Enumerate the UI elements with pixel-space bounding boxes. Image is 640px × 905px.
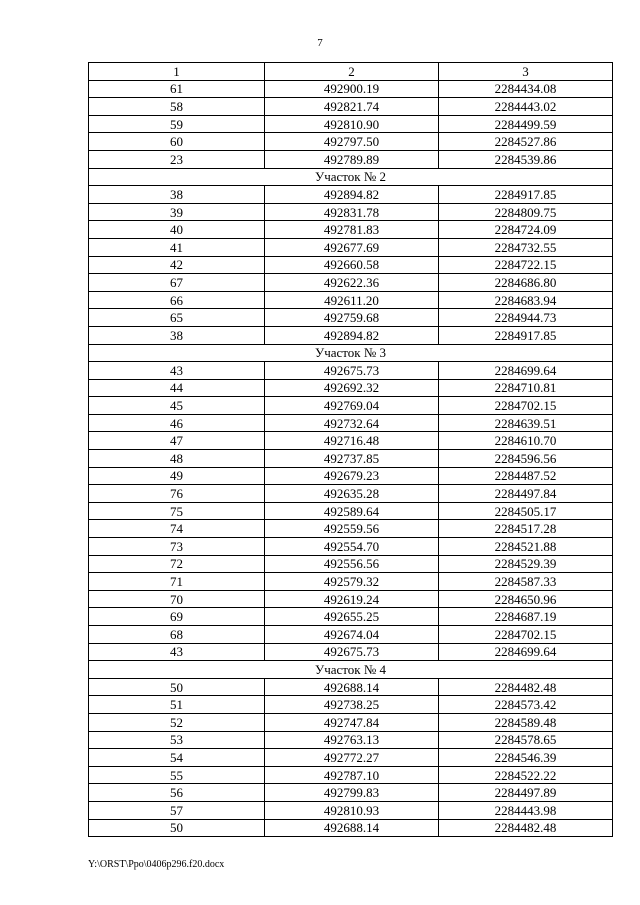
cell-point-number: 49 xyxy=(89,467,265,485)
cell-point-number: 53 xyxy=(89,731,265,749)
cell-point-number: 47 xyxy=(89,432,265,450)
table-row xyxy=(89,309,613,327)
cell-x-coordinate: 492894.82 xyxy=(265,186,439,204)
cell-x-coordinate: 492737.85 xyxy=(265,450,439,468)
cell-point-number: 43 xyxy=(89,643,265,661)
cell-y-coordinate: 2284482.48 xyxy=(439,819,613,837)
cell-point-number: 68 xyxy=(89,626,265,644)
table-row xyxy=(89,731,613,749)
cell-x-coordinate: 492619.24 xyxy=(265,590,439,608)
table-row xyxy=(89,467,613,485)
cell-point-number: 54 xyxy=(89,749,265,767)
table-row xyxy=(89,274,613,292)
table-row xyxy=(89,203,613,221)
cell-y-coordinate: 2284732.55 xyxy=(439,238,613,256)
table-row xyxy=(89,450,613,468)
footer-file-path: Y:\ORST\Ppo\0406p296.f20.docx xyxy=(88,859,225,870)
cell-y-coordinate: 2284699.64 xyxy=(439,362,613,380)
cell-x-coordinate: 492635.28 xyxy=(265,485,439,503)
cell-x-coordinate: 492589.64 xyxy=(265,502,439,520)
table-row xyxy=(89,379,613,397)
table-row xyxy=(89,485,613,503)
cell-y-coordinate: 2284702.15 xyxy=(439,626,613,644)
cell-y-coordinate: 2284487.52 xyxy=(439,467,613,485)
cell-x-coordinate: 492787.10 xyxy=(265,766,439,784)
cell-y-coordinate: 2284517.28 xyxy=(439,520,613,538)
cell-y-coordinate: 2284809.75 xyxy=(439,203,613,221)
table-row xyxy=(89,414,613,432)
table-row xyxy=(89,749,613,767)
header-cell-point-number: 1 xyxy=(89,63,265,81)
cell-point-number: 39 xyxy=(89,203,265,221)
cell-x-coordinate: 492622.36 xyxy=(265,274,439,292)
cell-point-number: 55 xyxy=(89,766,265,784)
cell-x-coordinate: 492732.64 xyxy=(265,414,439,432)
cell-point-number: 45 xyxy=(89,397,265,415)
table-row xyxy=(89,362,613,380)
cell-x-coordinate: 492688.14 xyxy=(265,678,439,696)
table-row xyxy=(89,801,613,819)
table-row xyxy=(89,696,613,714)
table-row xyxy=(89,784,613,802)
cell-x-coordinate: 492675.73 xyxy=(265,362,439,380)
cell-point-number: 40 xyxy=(89,221,265,239)
cell-x-coordinate: 492655.25 xyxy=(265,608,439,626)
cell-y-coordinate: 2284443.98 xyxy=(439,801,613,819)
cell-y-coordinate: 2284683.94 xyxy=(439,291,613,309)
cell-y-coordinate: 2284702.15 xyxy=(439,397,613,415)
cell-y-coordinate: 2284539.86 xyxy=(439,150,613,168)
table-row xyxy=(89,678,613,696)
table-row xyxy=(89,326,613,344)
cell-point-number: 41 xyxy=(89,238,265,256)
section-label: Участок № 2 xyxy=(89,168,613,186)
cell-x-coordinate: 492821.74 xyxy=(265,98,439,116)
cell-point-number: 69 xyxy=(89,608,265,626)
cell-point-number: 52 xyxy=(89,713,265,731)
cell-point-number: 70 xyxy=(89,590,265,608)
cell-y-coordinate: 2284499.59 xyxy=(439,115,613,133)
cell-y-coordinate: 2284650.96 xyxy=(439,590,613,608)
cell-x-coordinate: 492747.84 xyxy=(265,713,439,731)
cell-point-number: 38 xyxy=(89,326,265,344)
table-row xyxy=(89,643,613,661)
table-row xyxy=(89,291,613,309)
cell-y-coordinate: 2284521.88 xyxy=(439,538,613,556)
cell-y-coordinate: 2284443.02 xyxy=(439,98,613,116)
table-row xyxy=(89,502,613,520)
table-row xyxy=(89,590,613,608)
cell-x-coordinate: 492692.32 xyxy=(265,379,439,397)
cell-x-coordinate: 492810.90 xyxy=(265,115,439,133)
cell-y-coordinate: 2284944.73 xyxy=(439,309,613,327)
cell-y-coordinate: 2284529.39 xyxy=(439,555,613,573)
section-header-row xyxy=(89,168,613,186)
cell-x-coordinate: 492799.83 xyxy=(265,784,439,802)
cell-point-number: 72 xyxy=(89,555,265,573)
cell-y-coordinate: 2284639.51 xyxy=(439,414,613,432)
cell-x-coordinate: 492688.14 xyxy=(265,819,439,837)
cell-point-number: 67 xyxy=(89,274,265,292)
cell-point-number: 58 xyxy=(89,98,265,116)
cell-y-coordinate: 2284573.42 xyxy=(439,696,613,714)
cell-x-coordinate: 492772.27 xyxy=(265,749,439,767)
cell-point-number: 23 xyxy=(89,150,265,168)
section-header-row xyxy=(89,661,613,679)
cell-x-coordinate: 492679.23 xyxy=(265,467,439,485)
table-row xyxy=(89,713,613,731)
cell-y-coordinate: 2284589.48 xyxy=(439,713,613,731)
cell-x-coordinate: 492674.04 xyxy=(265,626,439,644)
cell-point-number: 59 xyxy=(89,115,265,133)
coordinates-table-body xyxy=(89,63,613,837)
table-row xyxy=(89,238,613,256)
cell-point-number: 48 xyxy=(89,450,265,468)
cell-x-coordinate: 492789.89 xyxy=(265,150,439,168)
cell-point-number: 60 xyxy=(89,133,265,151)
cell-point-number: 76 xyxy=(89,485,265,503)
cell-y-coordinate: 2284724.09 xyxy=(439,221,613,239)
cell-y-coordinate: 2284522.22 xyxy=(439,766,613,784)
cell-x-coordinate: 492769.04 xyxy=(265,397,439,415)
cell-x-coordinate: 492797.50 xyxy=(265,133,439,151)
cell-point-number: 57 xyxy=(89,801,265,819)
cell-x-coordinate: 492556.56 xyxy=(265,555,439,573)
cell-point-number: 75 xyxy=(89,502,265,520)
cell-y-coordinate: 2284434.08 xyxy=(439,80,613,98)
table-row xyxy=(89,626,613,644)
table-row xyxy=(89,133,613,151)
cell-point-number: 61 xyxy=(89,80,265,98)
cell-point-number: 74 xyxy=(89,520,265,538)
section-label: Участок № 3 xyxy=(89,344,613,362)
table-row xyxy=(89,555,613,573)
cell-y-coordinate: 2284917.85 xyxy=(439,326,613,344)
cell-point-number: 42 xyxy=(89,256,265,274)
header-cell-x-coordinate: 2 xyxy=(265,63,439,81)
cell-x-coordinate: 492716.48 xyxy=(265,432,439,450)
cell-y-coordinate: 2284596.56 xyxy=(439,450,613,468)
table-header-row xyxy=(89,63,613,81)
table-row xyxy=(89,520,613,538)
cell-x-coordinate: 492554.70 xyxy=(265,538,439,556)
table-row xyxy=(89,766,613,784)
cell-point-number: 50 xyxy=(89,819,265,837)
cell-y-coordinate: 2284610.70 xyxy=(439,432,613,450)
cell-x-coordinate: 492781.83 xyxy=(265,221,439,239)
table-row xyxy=(89,538,613,556)
coordinates-table xyxy=(88,62,613,837)
cell-x-coordinate: 492810.93 xyxy=(265,801,439,819)
cell-x-coordinate: 492900.19 xyxy=(265,80,439,98)
cell-x-coordinate: 492677.69 xyxy=(265,238,439,256)
table-row xyxy=(89,432,613,450)
section-label: Участок № 4 xyxy=(89,661,613,679)
cell-x-coordinate: 492559.56 xyxy=(265,520,439,538)
cell-x-coordinate: 492611.20 xyxy=(265,291,439,309)
cell-point-number: 56 xyxy=(89,784,265,802)
cell-point-number: 44 xyxy=(89,379,265,397)
table-row xyxy=(89,256,613,274)
cell-y-coordinate: 2284722.15 xyxy=(439,256,613,274)
cell-point-number: 65 xyxy=(89,309,265,327)
cell-x-coordinate: 492831.78 xyxy=(265,203,439,221)
table-row xyxy=(89,80,613,98)
cell-point-number: 73 xyxy=(89,538,265,556)
page-number: 7 xyxy=(317,37,323,49)
cell-y-coordinate: 2284917.85 xyxy=(439,186,613,204)
cell-x-coordinate: 492759.68 xyxy=(265,309,439,327)
cell-y-coordinate: 2284527.86 xyxy=(439,133,613,151)
table-row xyxy=(89,608,613,626)
cell-y-coordinate: 2284687.19 xyxy=(439,608,613,626)
cell-y-coordinate: 2284587.33 xyxy=(439,573,613,591)
cell-x-coordinate: 492894.82 xyxy=(265,326,439,344)
table-row xyxy=(89,115,613,133)
cell-y-coordinate: 2284497.89 xyxy=(439,784,613,802)
table-row xyxy=(89,186,613,204)
cell-x-coordinate: 492579.32 xyxy=(265,573,439,591)
cell-y-coordinate: 2284578.65 xyxy=(439,731,613,749)
cell-point-number: 71 xyxy=(89,573,265,591)
cell-point-number: 50 xyxy=(89,678,265,696)
cell-y-coordinate: 2284546.39 xyxy=(439,749,613,767)
section-header-row xyxy=(89,344,613,362)
table-row xyxy=(89,397,613,415)
table-row xyxy=(89,98,613,116)
cell-y-coordinate: 2284482.48 xyxy=(439,678,613,696)
cell-point-number: 51 xyxy=(89,696,265,714)
table-row xyxy=(89,819,613,837)
cell-y-coordinate: 2284699.64 xyxy=(439,643,613,661)
table-row xyxy=(89,150,613,168)
table-row xyxy=(89,573,613,591)
header-cell-y-coordinate: 3 xyxy=(439,63,613,81)
cell-x-coordinate: 492675.73 xyxy=(265,643,439,661)
cell-point-number: 46 xyxy=(89,414,265,432)
cell-x-coordinate: 492660.58 xyxy=(265,256,439,274)
cell-y-coordinate: 2284710.81 xyxy=(439,379,613,397)
cell-x-coordinate: 492738.25 xyxy=(265,696,439,714)
cell-point-number: 43 xyxy=(89,362,265,380)
table-row xyxy=(89,221,613,239)
cell-x-coordinate: 492763.13 xyxy=(265,731,439,749)
cell-point-number: 66 xyxy=(89,291,265,309)
cell-y-coordinate: 2284686.80 xyxy=(439,274,613,292)
cell-point-number: 38 xyxy=(89,186,265,204)
cell-y-coordinate: 2284497.84 xyxy=(439,485,613,503)
cell-y-coordinate: 2284505.17 xyxy=(439,502,613,520)
